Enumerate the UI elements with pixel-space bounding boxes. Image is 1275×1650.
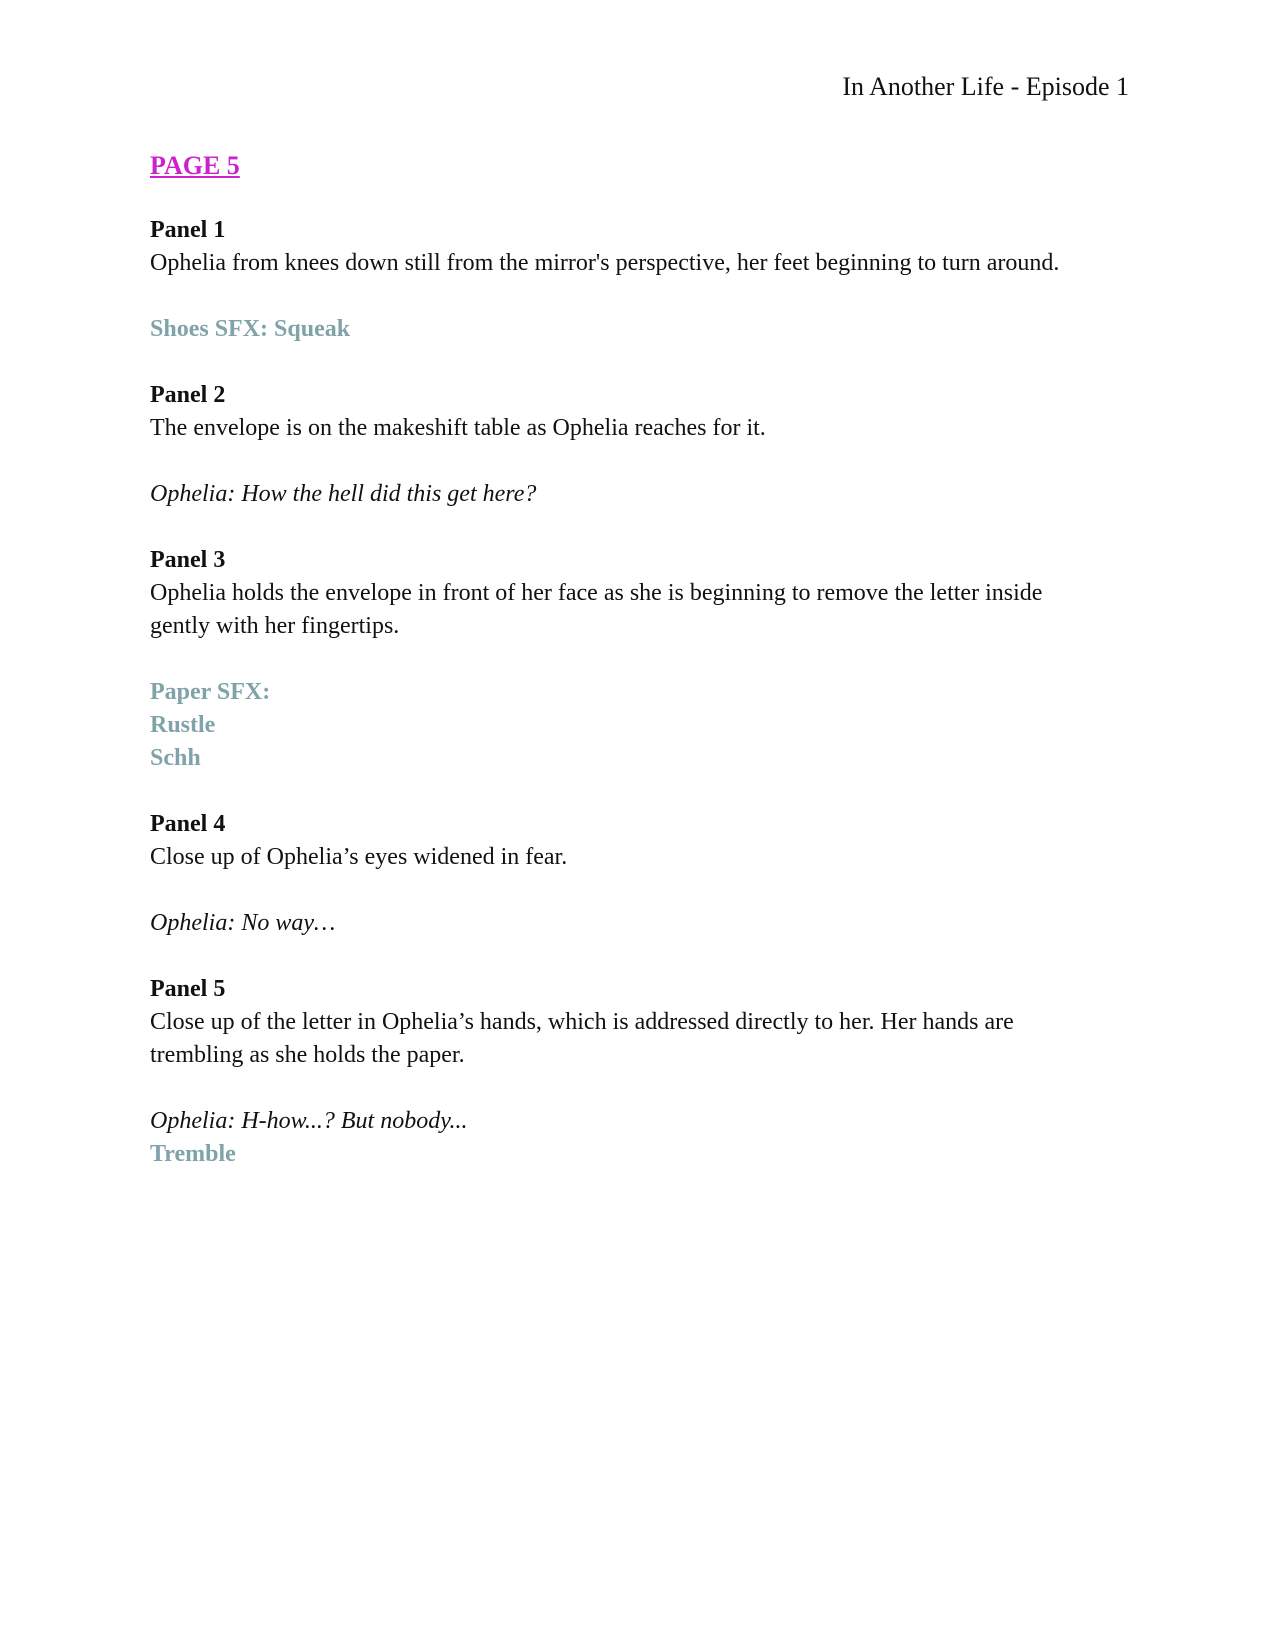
panel-description: trembling as she holds the paper.: [150, 1042, 465, 1068]
page-heading: PAGE 5: [150, 151, 240, 180]
panel-description: Ophelia from knees down still from the mirror's perspective, her feet beginning to turn around.: [150, 250, 1060, 276]
panel-1: [150, 214, 1130, 280]
panel-4-dialogue: [150, 907, 1130, 940]
script-content: [150, 148, 1130, 1204]
panel-3-sfx: [150, 676, 1130, 775]
panel-5: [150, 973, 1130, 1072]
dialogue-line: Ophelia: H-how...? But nobody...: [150, 1108, 468, 1134]
panel-description: Close up of the letter in Ophelia’s hands, which is addressed directly to her. Her hands are: [150, 1009, 1014, 1035]
panel-description: gently with her fingertips.: [150, 613, 400, 639]
panel-title: Panel 5: [150, 976, 226, 1002]
panel-title: Panel 3: [150, 547, 226, 573]
panel-description: The envelope is on the makeshift table as Ophelia reaches for it.: [150, 415, 766, 441]
panel-description: Ophelia holds the envelope in front of her face as she is beginning to remove the letter inside: [150, 580, 1043, 606]
panel-title: Panel 4: [150, 811, 226, 837]
panel-4: [150, 808, 1130, 874]
sfx-line: Tremble: [150, 1141, 236, 1167]
sfx-line: Paper SFX:: [150, 679, 271, 705]
panel-title: Panel 2: [150, 382, 226, 408]
sfx-line: Shoes SFX: Squeak: [150, 316, 351, 342]
panel-3: [150, 544, 1130, 643]
panel-5-dialogue: [150, 1105, 1130, 1171]
dialogue-line: Ophelia: No way…: [150, 910, 336, 936]
dialogue-line: Ophelia: How the hell did this get here?: [150, 481, 537, 507]
panel-title: Panel 1: [150, 217, 226, 243]
panel-1-sfx: [150, 313, 1130, 346]
sfx-line: Schh: [150, 745, 201, 771]
panel-description: Close up of Ophelia’s eyes widened in fear.: [150, 844, 568, 870]
panel-2: [150, 379, 1130, 445]
sfx-line: Rustle: [150, 712, 216, 738]
running-header: In Another Life - Episode 1: [842, 72, 1129, 101]
panel-2-dialogue: [150, 478, 1130, 511]
